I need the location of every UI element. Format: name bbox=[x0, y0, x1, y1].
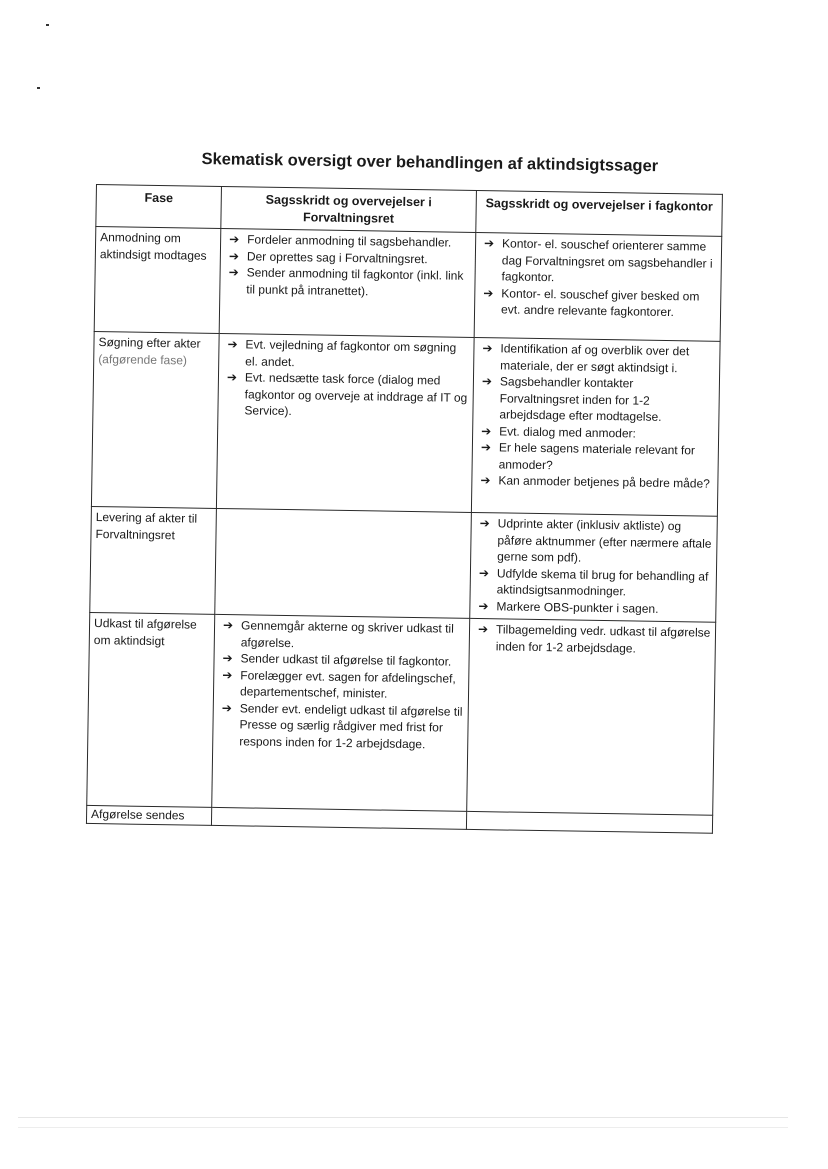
list-item: ➔ Er hele sagens materiale relevant for anmoder? bbox=[480, 440, 696, 472]
forvaltningsret-cell bbox=[211, 807, 466, 829]
table-row bbox=[91, 331, 720, 516]
table-row bbox=[90, 506, 718, 622]
header-forvaltningsret: Sagsskridt og overvejelser i Forvaltningsret bbox=[221, 186, 477, 232]
list-item: ➔ Kontor- el. souschef orienterer samme dag Forvaltningsret om sagsbehandler i fagkontor. bbox=[484, 236, 713, 285]
phase-label: Søgning efter akter bbox=[98, 335, 201, 351]
arrow-icon: ➔ bbox=[480, 440, 492, 455]
overview-table bbox=[86, 184, 723, 833]
arrow-icon: ➔ bbox=[221, 700, 232, 715]
list-item: ➔ Identifikation af og overblik over det materiale, der er søgt aktindsigt i. bbox=[482, 341, 690, 375]
scan-edge-line bbox=[18, 1127, 788, 1128]
header-phase: Fase bbox=[96, 185, 222, 229]
arrow-icon: ➔ bbox=[228, 265, 239, 280]
arrow-icon: ➔ bbox=[480, 473, 491, 488]
fagkontor-cell bbox=[471, 337, 720, 516]
list-item: ➔ Der oprettes sag i Forvaltningsret. bbox=[228, 248, 428, 266]
overview-table-container bbox=[86, 184, 722, 833]
list-item: ➔ Evt. vejledning af fagkontor om søgning el. andet. bbox=[227, 337, 457, 369]
phase-label: Anmodning om aktindsigt modtages bbox=[99, 230, 207, 263]
arrow-icon: ➔ bbox=[222, 651, 233, 666]
fagkontor-cell bbox=[470, 512, 718, 622]
list-item: ➔ Sender anmodning til fagkontor (inkl. link til punkt på intranettet). bbox=[228, 265, 464, 298]
phase-cell bbox=[86, 805, 211, 824]
list-item: ➔ Kontor- el. souschef giver besked om evt. andre relevante fagkontorer. bbox=[483, 285, 700, 320]
list-item: ➔ Forelægger evt. sagen for afdelingschef, departementschef, minister. bbox=[222, 667, 456, 701]
arrow-icon: ➔ bbox=[478, 565, 490, 580]
forvaltningsret-cell bbox=[215, 508, 472, 618]
fagkontor-cell bbox=[466, 811, 712, 832]
scan-speck bbox=[37, 87, 40, 89]
arrow-icon: ➔ bbox=[477, 622, 489, 637]
arrow-icon: ➔ bbox=[222, 667, 233, 682]
list-item: ➔ Gennemgår akterne og skriver udkast til afgørelse. bbox=[222, 618, 454, 650]
arrow-icon: ➔ bbox=[483, 285, 494, 300]
arrow-icon: ➔ bbox=[478, 598, 489, 613]
table-row bbox=[94, 227, 722, 342]
phase-label: Levering af akter til Forvaltningsret bbox=[95, 510, 198, 542]
arrow-icon: ➔ bbox=[228, 248, 240, 263]
scan-edge-line bbox=[18, 1117, 788, 1118]
arrow-icon: ➔ bbox=[479, 516, 490, 531]
list-item: ➔ Fordeler anmodning til sagsbehandler. bbox=[229, 232, 452, 250]
arrow-icon: ➔ bbox=[481, 423, 492, 438]
list-item: ➔ Sender evt. endeligt udkast til afgørelse til Presse og særlig rådgiver med frist for respons inden for 1-2 arbejdsdage. bbox=[221, 700, 463, 751]
arrow-icon: ➔ bbox=[227, 337, 238, 352]
fagkontor-cell bbox=[474, 232, 722, 341]
arrow-icon: ➔ bbox=[226, 370, 238, 385]
phase-cell bbox=[94, 227, 221, 334]
arrow-icon: ➔ bbox=[481, 374, 493, 389]
phase-cell bbox=[90, 506, 217, 614]
forvaltningsret-cell bbox=[219, 228, 476, 337]
list-item: ➔ Kan anmoder betjenes på bedre måde? bbox=[480, 473, 710, 491]
phase-label: Udkast til afgørelse om aktindsigt bbox=[93, 616, 197, 648]
list-item: ➔ Evt. nedsætte task force (dialog med fagkontor og overveje at inddrage af IT og Service). bbox=[226, 370, 468, 419]
list-item: ➔ Sender udkast til afgørelse til fagkontor. bbox=[222, 651, 452, 669]
list-item: ➔ Markere OBS-punkter i sagen. bbox=[478, 598, 659, 616]
arrow-icon: ➔ bbox=[482, 341, 493, 356]
list-item: ➔ Tilbagemelding vedr. udkast til afgørelse inden for 1-2 arbejdsdage. bbox=[477, 622, 711, 656]
phase-sublabel: (afgørende fase) bbox=[98, 351, 188, 367]
fagkontor-cell bbox=[467, 618, 716, 815]
phase-label: Afgørelse sendes bbox=[90, 807, 185, 823]
arrow-icon: ➔ bbox=[229, 232, 240, 247]
header-fagkontor: Sagsskridt og overvejelser i fagkontor bbox=[476, 190, 723, 236]
phase-cell bbox=[87, 612, 215, 807]
list-item: ➔ Udprinte akter (inklusiv aktliste) og påføre aktnummer (efter nærmere aftale gerne som pdf). bbox=[479, 516, 712, 565]
forvaltningsret-cell bbox=[212, 614, 470, 811]
scan-speck bbox=[46, 24, 49, 26]
list-item: ➔ Sagsbehandler kontakter Forvaltningsret inden for 1-2 arbejdsdage efter modtagelse. bbox=[481, 374, 662, 424]
list-item: ➔ Evt. dialog med anmoder: bbox=[481, 423, 637, 441]
list-item: ➔ Udfylde skema til brug for behandling af aktindsigtsanmodninger. bbox=[478, 565, 709, 599]
page-title: Skematisk oversigt over behandlingen af aktindsigtssager bbox=[201, 150, 659, 176]
forvaltningsret-cell bbox=[216, 333, 474, 512]
arrow-icon: ➔ bbox=[484, 236, 495, 251]
table-row bbox=[87, 612, 716, 815]
phase-cell bbox=[91, 331, 219, 508]
arrow-icon: ➔ bbox=[222, 618, 234, 633]
